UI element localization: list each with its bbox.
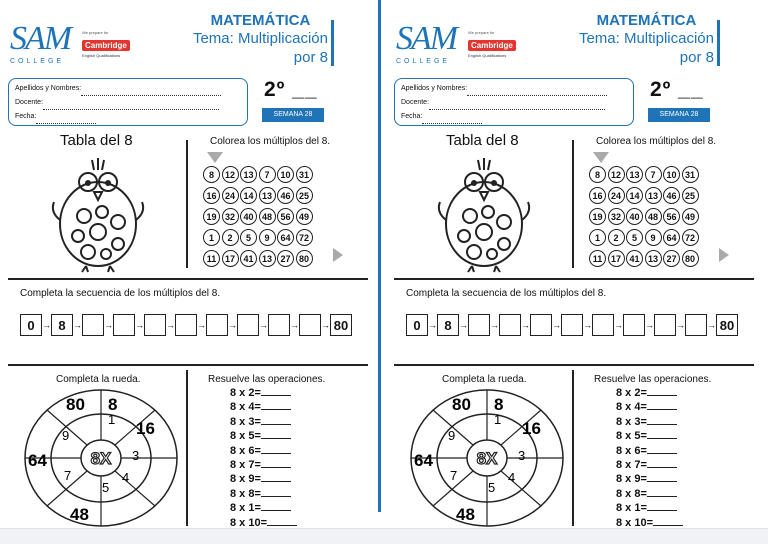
answer-blank[interactable] <box>653 516 683 526</box>
grid-number-circle[interactable]: 64 <box>663 229 680 246</box>
divider-top <box>186 140 188 268</box>
grid-row <box>203 250 314 271</box>
cambridge-logo <box>468 30 528 58</box>
topic-line-1: Tema: Multiplicación <box>192 30 328 47</box>
title-accent-bar <box>331 20 334 66</box>
cambridge-badge: Cambridge <box>82 40 130 51</box>
fecha-line[interactable] <box>401 110 627 124</box>
grid-number-circle[interactable]: 27 <box>663 250 680 267</box>
semana-badge: SEMANA 28 <box>262 108 324 122</box>
grid-number-circle[interactable]: 49 <box>296 208 313 225</box>
grid-number-circle[interactable]: 9 <box>645 229 662 246</box>
apellidos-label: Apellidos y Nombres: <box>401 85 468 92</box>
cambridge-logo <box>82 30 142 58</box>
divider-lower <box>572 370 574 526</box>
sequence-box[interactable] <box>561 314 583 336</box>
operation-line <box>230 386 297 400</box>
sequence-box[interactable] <box>499 314 521 336</box>
multiples-grid <box>203 166 314 271</box>
grid-number-circle[interactable]: 27 <box>277 250 294 267</box>
sequence-box[interactable] <box>237 314 259 336</box>
grid-number-circle[interactable]: 13 <box>645 250 662 267</box>
wheel-inner-7: 7 <box>64 468 72 483</box>
sequence-box[interactable] <box>206 314 228 336</box>
sequence-box[interactable] <box>623 314 645 336</box>
sequence-box[interactable] <box>468 314 490 336</box>
answer-blank[interactable] <box>647 429 677 439</box>
grid-number-circle[interactable]: 12 <box>222 166 239 183</box>
grid-row <box>589 250 700 271</box>
grid-number-circle[interactable]: 25 <box>682 187 699 204</box>
sequence-arrow-icon: → <box>459 320 468 330</box>
operation-text: 8 x 3= <box>230 415 261 428</box>
sequence-box[interactable] <box>592 314 614 336</box>
operations-list <box>616 386 683 530</box>
student-info-box <box>8 78 248 126</box>
multiplication-wheel <box>408 388 566 528</box>
operation-line <box>230 516 297 530</box>
fecha-line[interactable] <box>15 110 241 124</box>
wheel-outer-8: 8 <box>108 395 118 414</box>
arrow-down-icon <box>593 152 609 163</box>
sam-college-logo <box>396 22 456 72</box>
operation-line <box>616 501 683 515</box>
divider-mid <box>8 278 368 280</box>
grid-row <box>589 208 700 229</box>
title-accent-bar <box>717 20 720 66</box>
operation-text: 8 x 9= <box>230 473 261 486</box>
grid-number-circle[interactable]: 12 <box>608 166 625 183</box>
answer-blank[interactable] <box>261 458 291 468</box>
grid-number-circle[interactable]: 40 <box>626 208 643 225</box>
grid-number-circle[interactable]: 17 <box>222 250 239 267</box>
wheel-outer-80: 80 <box>452 395 471 414</box>
sequence-box[interactable] <box>654 314 676 336</box>
sequence-box: 0 <box>406 314 428 336</box>
operation-line <box>230 400 297 414</box>
divider-top <box>572 140 574 268</box>
grid-number-circle[interactable]: 25 <box>296 187 313 204</box>
bottom-band <box>0 528 768 544</box>
operation-text: 8 x 10= <box>230 516 268 529</box>
apellidos-field[interactable] <box>81 86 221 96</box>
answer-blank[interactable] <box>647 415 677 425</box>
sequence-box: 80 <box>330 314 352 336</box>
sequence-title: Completa la secuencia de los múltiplos del 8. <box>406 288 607 299</box>
apellidos-line[interactable] <box>401 82 627 96</box>
grid-row <box>203 208 314 229</box>
grid-row <box>589 229 700 250</box>
grid-number-circle[interactable]: 14 <box>626 187 643 204</box>
wheel-outer-48: 48 <box>70 505 89 524</box>
operation-line <box>230 429 297 443</box>
grid-number-circle[interactable]: 40 <box>240 208 257 225</box>
grid-row <box>589 166 700 187</box>
grid-number-circle[interactable]: 10 <box>663 166 680 183</box>
page-divider <box>378 0 381 512</box>
tabla-title: Tabla del 8 <box>446 132 519 149</box>
grid-number-circle[interactable]: 13 <box>626 166 643 183</box>
grid-row <box>203 229 314 250</box>
answer-blank[interactable] <box>647 400 677 410</box>
colorea-title: Colorea los múltiplos del 8. <box>596 136 717 147</box>
operation-text: 8 x 1= <box>230 502 261 515</box>
sequence-arrow-icon: → <box>290 320 299 330</box>
grid-number-circle[interactable]: 32 <box>222 208 239 225</box>
arrow-right-icon <box>719 248 729 262</box>
grid-number-circle[interactable]: 19 <box>589 208 606 225</box>
answer-blank[interactable] <box>647 487 677 497</box>
divider-bottom <box>394 364 754 366</box>
grid-number-circle[interactable]: 16 <box>589 187 606 204</box>
multiples-grid <box>589 166 700 271</box>
sequence-arrow-icon: → <box>104 320 113 330</box>
wheel-inner-3: 3 <box>132 448 140 463</box>
docente-field[interactable] <box>429 100 605 110</box>
answer-blank[interactable] <box>261 400 291 410</box>
wheel-outer-48: 48 <box>456 505 475 524</box>
logo-sam-text: SAM <box>396 20 457 57</box>
cambridge-badge: Cambridge <box>468 40 516 51</box>
sequence-arrow-icon: → <box>42 320 51 330</box>
answer-blank[interactable] <box>261 386 291 396</box>
operation-text: 8 x 8= <box>616 487 647 500</box>
grade-label: 2º __ <box>264 78 318 101</box>
operation-line <box>616 415 683 429</box>
sequence-arrow-icon: → <box>645 320 654 330</box>
divider-lower <box>186 370 188 526</box>
grid-number-circle[interactable]: 2 <box>222 229 239 246</box>
grid-number-circle[interactable]: 31 <box>682 166 699 183</box>
grid-number-circle[interactable]: 46 <box>663 187 680 204</box>
operation-text: 8 x 2= <box>616 387 647 399</box>
fecha-field[interactable] <box>36 114 96 124</box>
sequence-box: 8 <box>437 314 459 336</box>
answer-blank[interactable] <box>647 458 677 468</box>
operations-list <box>230 386 297 530</box>
grid-number-circle[interactable]: 13 <box>240 166 257 183</box>
operation-line <box>616 444 683 458</box>
sam-college-logo <box>10 22 70 72</box>
sequence-box[interactable] <box>82 314 104 336</box>
worksheet-right <box>386 0 764 528</box>
grid-number-circle[interactable]: 14 <box>240 187 257 204</box>
operation-line <box>616 458 683 472</box>
grid-number-circle[interactable]: 5 <box>240 229 257 246</box>
sequence-arrow-icon: → <box>521 320 530 330</box>
operation-line <box>616 386 683 400</box>
sequence-box: 80 <box>716 314 738 336</box>
grid-number-circle[interactable]: 80 <box>296 250 313 267</box>
answer-blank[interactable] <box>647 472 677 482</box>
wheel-inner-5: 5 <box>102 480 110 495</box>
operation-text: 8 x 6= <box>230 444 261 457</box>
arrow-right-icon <box>333 248 343 262</box>
sequence-box[interactable] <box>530 314 552 336</box>
resuelve-title: Resuelve las operaciones. <box>208 374 326 385</box>
resuelve-title: Resuelve las operaciones. <box>594 374 712 385</box>
operation-text: 8 x 6= <box>616 444 647 457</box>
topic-line-1: Tema: Multiplicación <box>578 30 714 47</box>
topic-line-2: por 8 <box>293 49 328 66</box>
cambridge-small-text: We prepare for <box>468 30 495 35</box>
grid-number-circle[interactable]: 1 <box>203 229 220 246</box>
wheel-inner-1: 1 <box>494 412 502 427</box>
sequence-arrow-icon: → <box>583 320 592 330</box>
wheel-outer-16: 16 <box>136 419 155 438</box>
grid-number-circle[interactable]: 56 <box>277 208 294 225</box>
grid-number-circle[interactable]: 24 <box>608 187 625 204</box>
operation-text: 8 x 5= <box>616 430 647 443</box>
grid-number-circle[interactable]: 10 <box>277 166 294 183</box>
operation-line <box>230 501 297 515</box>
sequence-box[interactable] <box>113 314 135 336</box>
grid-number-circle[interactable]: 24 <box>222 187 239 204</box>
topic-line-2: por 8 <box>679 49 714 66</box>
operation-line <box>616 429 683 443</box>
sequence-title: Completa la secuencia de los múltiplos del 8. <box>20 288 221 299</box>
operation-text: 8 x 10= <box>616 516 654 529</box>
student-info-box <box>394 78 634 126</box>
answer-blank[interactable] <box>647 386 677 396</box>
answer-blank[interactable] <box>261 415 291 425</box>
divider-mid <box>394 278 754 280</box>
grid-number-circle[interactable]: 64 <box>277 229 294 246</box>
worksheet-left <box>0 0 378 528</box>
docente-label: Docente: <box>401 99 430 106</box>
arrow-down-icon <box>207 152 223 163</box>
rueda-title: Completa la rueda. <box>442 374 527 385</box>
sequence-row <box>20 314 352 336</box>
wheel-outer-16: 16 <box>522 419 541 438</box>
operation-text: 8 x 2= <box>230 387 261 399</box>
wheel-inner-7: 7 <box>450 468 458 483</box>
title-block <box>579 12 714 67</box>
grade-label: 2º __ <box>650 78 704 101</box>
sequence-arrow-icon: → <box>552 320 561 330</box>
answer-blank[interactable] <box>647 501 677 511</box>
sequence-arrow-icon: → <box>197 320 206 330</box>
answer-blank[interactable] <box>261 429 291 439</box>
logo-sam-text: SAM <box>10 20 71 57</box>
wheel-outer-64: 64 <box>414 451 433 470</box>
apellidos-line[interactable] <box>15 82 241 96</box>
semana-badge: SEMANA 28 <box>648 108 710 122</box>
wheel-center: 8X <box>90 449 112 468</box>
docente-line[interactable] <box>401 96 627 110</box>
sequence-arrow-icon: → <box>614 320 623 330</box>
subject-title: MATEMÁTICA <box>596 12 697 29</box>
apellidos-field[interactable] <box>467 86 607 96</box>
wheel-center: 8X <box>476 449 498 468</box>
grid-row <box>589 187 700 208</box>
grid-number-circle[interactable]: 5 <box>626 229 643 246</box>
colorea-title: Colorea los múltiplos del 8. <box>210 136 331 147</box>
wheel-inner-5: 5 <box>488 480 496 495</box>
sequence-box: 8 <box>51 314 73 336</box>
answer-blank[interactable] <box>261 444 291 454</box>
grid-number-circle[interactable]: 19 <box>203 208 220 225</box>
answer-blank[interactable] <box>261 472 291 482</box>
operation-text: 8 x 5= <box>230 430 261 443</box>
subject-title: MATEMÁTICA <box>210 12 311 29</box>
wheel-inner-4: 4 <box>508 470 516 485</box>
multiplication-wheel <box>22 388 180 528</box>
operation-line <box>230 458 297 472</box>
grid-number-circle[interactable]: 7 <box>259 166 276 183</box>
operation-text: 8 x 7= <box>616 458 647 471</box>
grid-number-circle[interactable]: 11 <box>203 250 220 267</box>
operation-text: 8 x 4= <box>616 401 647 414</box>
operation-text: 8 x 7= <box>230 458 261 471</box>
grid-row <box>203 166 314 187</box>
operation-text: 8 x 3= <box>616 415 647 428</box>
grid-number-circle[interactable]: 16 <box>203 187 220 204</box>
sequence-arrow-icon: → <box>228 320 237 330</box>
sequence-box[interactable] <box>299 314 321 336</box>
grid-number-circle[interactable]: 56 <box>663 208 680 225</box>
apellidos-label: Apellidos y Nombres: <box>15 85 82 92</box>
wheel-outer-80: 80 <box>66 395 85 414</box>
operation-text: 8 x 9= <box>616 473 647 486</box>
operation-text: 8 x 4= <box>230 401 261 414</box>
grid-number-circle[interactable]: 9 <box>259 229 276 246</box>
divider-bottom <box>8 364 368 366</box>
docente-field[interactable] <box>43 100 219 110</box>
operation-line <box>616 516 683 530</box>
sequence-box[interactable] <box>175 314 197 336</box>
sequence-arrow-icon: → <box>166 320 175 330</box>
grid-number-circle[interactable]: 80 <box>682 250 699 267</box>
operation-line <box>616 400 683 414</box>
operation-line <box>230 415 297 429</box>
operation-line <box>616 472 683 486</box>
wheel-inner-9: 9 <box>62 428 70 443</box>
sequence-arrow-icon: → <box>135 320 144 330</box>
operation-line <box>616 487 683 501</box>
grid-number-circle[interactable]: 2 <box>608 229 625 246</box>
wheel-outer-8: 8 <box>494 395 504 414</box>
sequence-arrow-icon: → <box>259 320 268 330</box>
grid-row <box>203 187 314 208</box>
wheel-outer-64: 64 <box>28 451 47 470</box>
wheel-inner-3: 3 <box>518 448 526 463</box>
sequence-arrow-icon: → <box>676 320 685 330</box>
sequence-arrow-icon: → <box>707 320 716 330</box>
sequence-arrow-icon: → <box>321 320 330 330</box>
owl-illustration <box>48 150 148 274</box>
grid-number-circle[interactable]: 41 <box>626 250 643 267</box>
answer-blank[interactable] <box>267 516 297 526</box>
grid-number-circle[interactable]: 11 <box>589 250 606 267</box>
operation-line <box>230 472 297 486</box>
title-block <box>193 12 328 67</box>
fecha-label: Fecha: <box>15 113 37 120</box>
cambridge-small-text: We prepare for <box>82 30 109 35</box>
grid-number-circle[interactable]: 31 <box>296 166 313 183</box>
grid-number-circle[interactable]: 8 <box>203 166 220 183</box>
grid-number-circle[interactable]: 48 <box>259 208 276 225</box>
grid-number-circle[interactable]: 49 <box>682 208 699 225</box>
fecha-field[interactable] <box>422 114 482 124</box>
grid-number-circle[interactable]: 46 <box>277 187 294 204</box>
fecha-label: Fecha: <box>401 113 423 120</box>
docente-line[interactable] <box>15 96 241 110</box>
owl-illustration <box>434 150 534 274</box>
operation-text: 8 x 1= <box>616 502 647 515</box>
sequence-box[interactable] <box>685 314 707 336</box>
docente-label: Docente: <box>15 99 44 106</box>
sequence-box: 0 <box>20 314 42 336</box>
grid-number-circle[interactable]: 41 <box>240 250 257 267</box>
sequence-arrow-icon: → <box>428 320 437 330</box>
sequence-box[interactable] <box>144 314 166 336</box>
wheel-inner-1: 1 <box>108 412 116 427</box>
cambridge-sub-text: English Qualifications <box>468 53 507 58</box>
operation-line <box>230 444 297 458</box>
grid-number-circle[interactable]: 1 <box>589 229 606 246</box>
sequence-arrow-icon: → <box>73 320 82 330</box>
sequence-box[interactable] <box>268 314 290 336</box>
grid-number-circle[interactable]: 8 <box>589 166 606 183</box>
grid-number-circle[interactable]: 48 <box>645 208 662 225</box>
answer-blank[interactable] <box>261 487 291 497</box>
grid-number-circle[interactable]: 72 <box>296 229 313 246</box>
answer-blank[interactable] <box>647 444 677 454</box>
logo-college-text: COLLEGE <box>396 58 451 65</box>
rueda-title: Completa la rueda. <box>56 374 141 385</box>
answer-blank[interactable] <box>261 501 291 511</box>
operation-line <box>230 487 297 501</box>
wheel-inner-4: 4 <box>122 470 130 485</box>
grid-number-circle[interactable]: 72 <box>682 229 699 246</box>
grid-number-circle[interactable]: 17 <box>608 250 625 267</box>
grid-number-circle[interactable]: 32 <box>608 208 625 225</box>
sequence-row <box>406 314 738 336</box>
logo-college-text: COLLEGE <box>10 58 65 65</box>
tabla-title: Tabla del 8 <box>60 132 133 149</box>
grid-number-circle[interactable]: 7 <box>645 166 662 183</box>
sequence-arrow-icon: → <box>490 320 499 330</box>
wheel-inner-9: 9 <box>448 428 456 443</box>
grid-number-circle[interactable]: 13 <box>259 187 276 204</box>
cambridge-sub-text: English Qualifications <box>82 53 121 58</box>
grid-number-circle[interactable]: 13 <box>645 187 662 204</box>
operation-text: 8 x 8= <box>230 487 261 500</box>
grid-number-circle[interactable]: 13 <box>259 250 276 267</box>
